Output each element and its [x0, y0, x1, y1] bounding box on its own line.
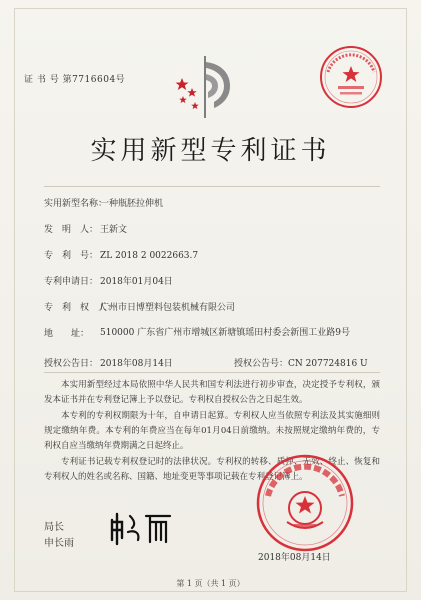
director-signature — [106, 508, 176, 548]
grant-number-group — [234, 356, 368, 369]
patentee-label: 专 利 权 人： — [44, 303, 117, 313]
body-paragraph: 本专利的专利权期限为十年，自申请日起算。专利权人应当依照专利法及其实施细则规定缴纳年费。本专利的年费应当在每年01月04日前缴纳。未按照规定缴纳年费的，专利权自应当缴纳年费期满之日起终止。 — [44, 411, 380, 451]
patent-number-row — [44, 248, 198, 261]
inventor-label: 发 明 人： — [44, 225, 99, 235]
director-title: 局长 — [44, 522, 64, 533]
inventor-row — [44, 222, 127, 235]
patent-number: ZL 2018 2 0022663.7 — [100, 251, 199, 261]
body-paragraph: 本实用新型经过本局依照中华人民共和国专利法进行初步审查，决定授予专利权，颁发本证书并在专利登记簿上予以登记。专利权自授权公告之日起生效。 — [44, 380, 380, 405]
grant-number: CN 207724816 U — [288, 359, 368, 369]
director-name: 申长雨 — [44, 538, 74, 549]
official-seal-icon — [254, 452, 356, 554]
grant-date-label: 授权公告日： — [44, 359, 99, 369]
grant-row — [44, 356, 368, 369]
filing-date-row — [44, 274, 173, 287]
patentee-row — [44, 300, 235, 313]
certificate-title: 实用新型专利证书 — [90, 136, 331, 166]
body-paragraph: 专利证书记载专利权登记时的法律状况。专利权的转移、质押、无效、终止、恢复和专利权人的姓名或名称、国籍、地址变更等事项记载在专利登记簿上。 — [44, 457, 380, 482]
address-label: 地 址： — [44, 329, 90, 339]
certificate-number: 证 书 号 第7716604号 — [24, 75, 126, 85]
patent-office-emblem-icon — [170, 52, 240, 122]
filing-date-label: 专利申请日： — [44, 277, 99, 287]
grant-number-label: 授权公告号： — [234, 359, 289, 369]
invention-name: 一种瓶胚拉伸机 — [100, 199, 164, 209]
address-row — [44, 326, 360, 341]
divider — [44, 186, 380, 187]
patent-number-label: 专 利 号： — [44, 251, 99, 261]
page-number: 第 1 页（共 1 页） — [176, 579, 245, 588]
seal-date: 2018年08月14日 — [258, 553, 331, 563]
divider — [44, 372, 380, 373]
invention-name-row — [44, 196, 163, 209]
grant-date: 2018年08月14日 — [100, 359, 173, 369]
agency-seal-icon — [318, 44, 384, 110]
invention-name-label: 实用新型名称： — [44, 199, 108, 209]
patentee: 广州市日博塑料包装机械有限公司 — [100, 303, 236, 313]
filing-date: 2018年01月04日 — [100, 277, 173, 287]
address: 510000 广东省广州市增城区新塘镇瑶田村委会新围工业路9号 — [100, 328, 350, 338]
inventor: 王新文 — [100, 225, 128, 235]
